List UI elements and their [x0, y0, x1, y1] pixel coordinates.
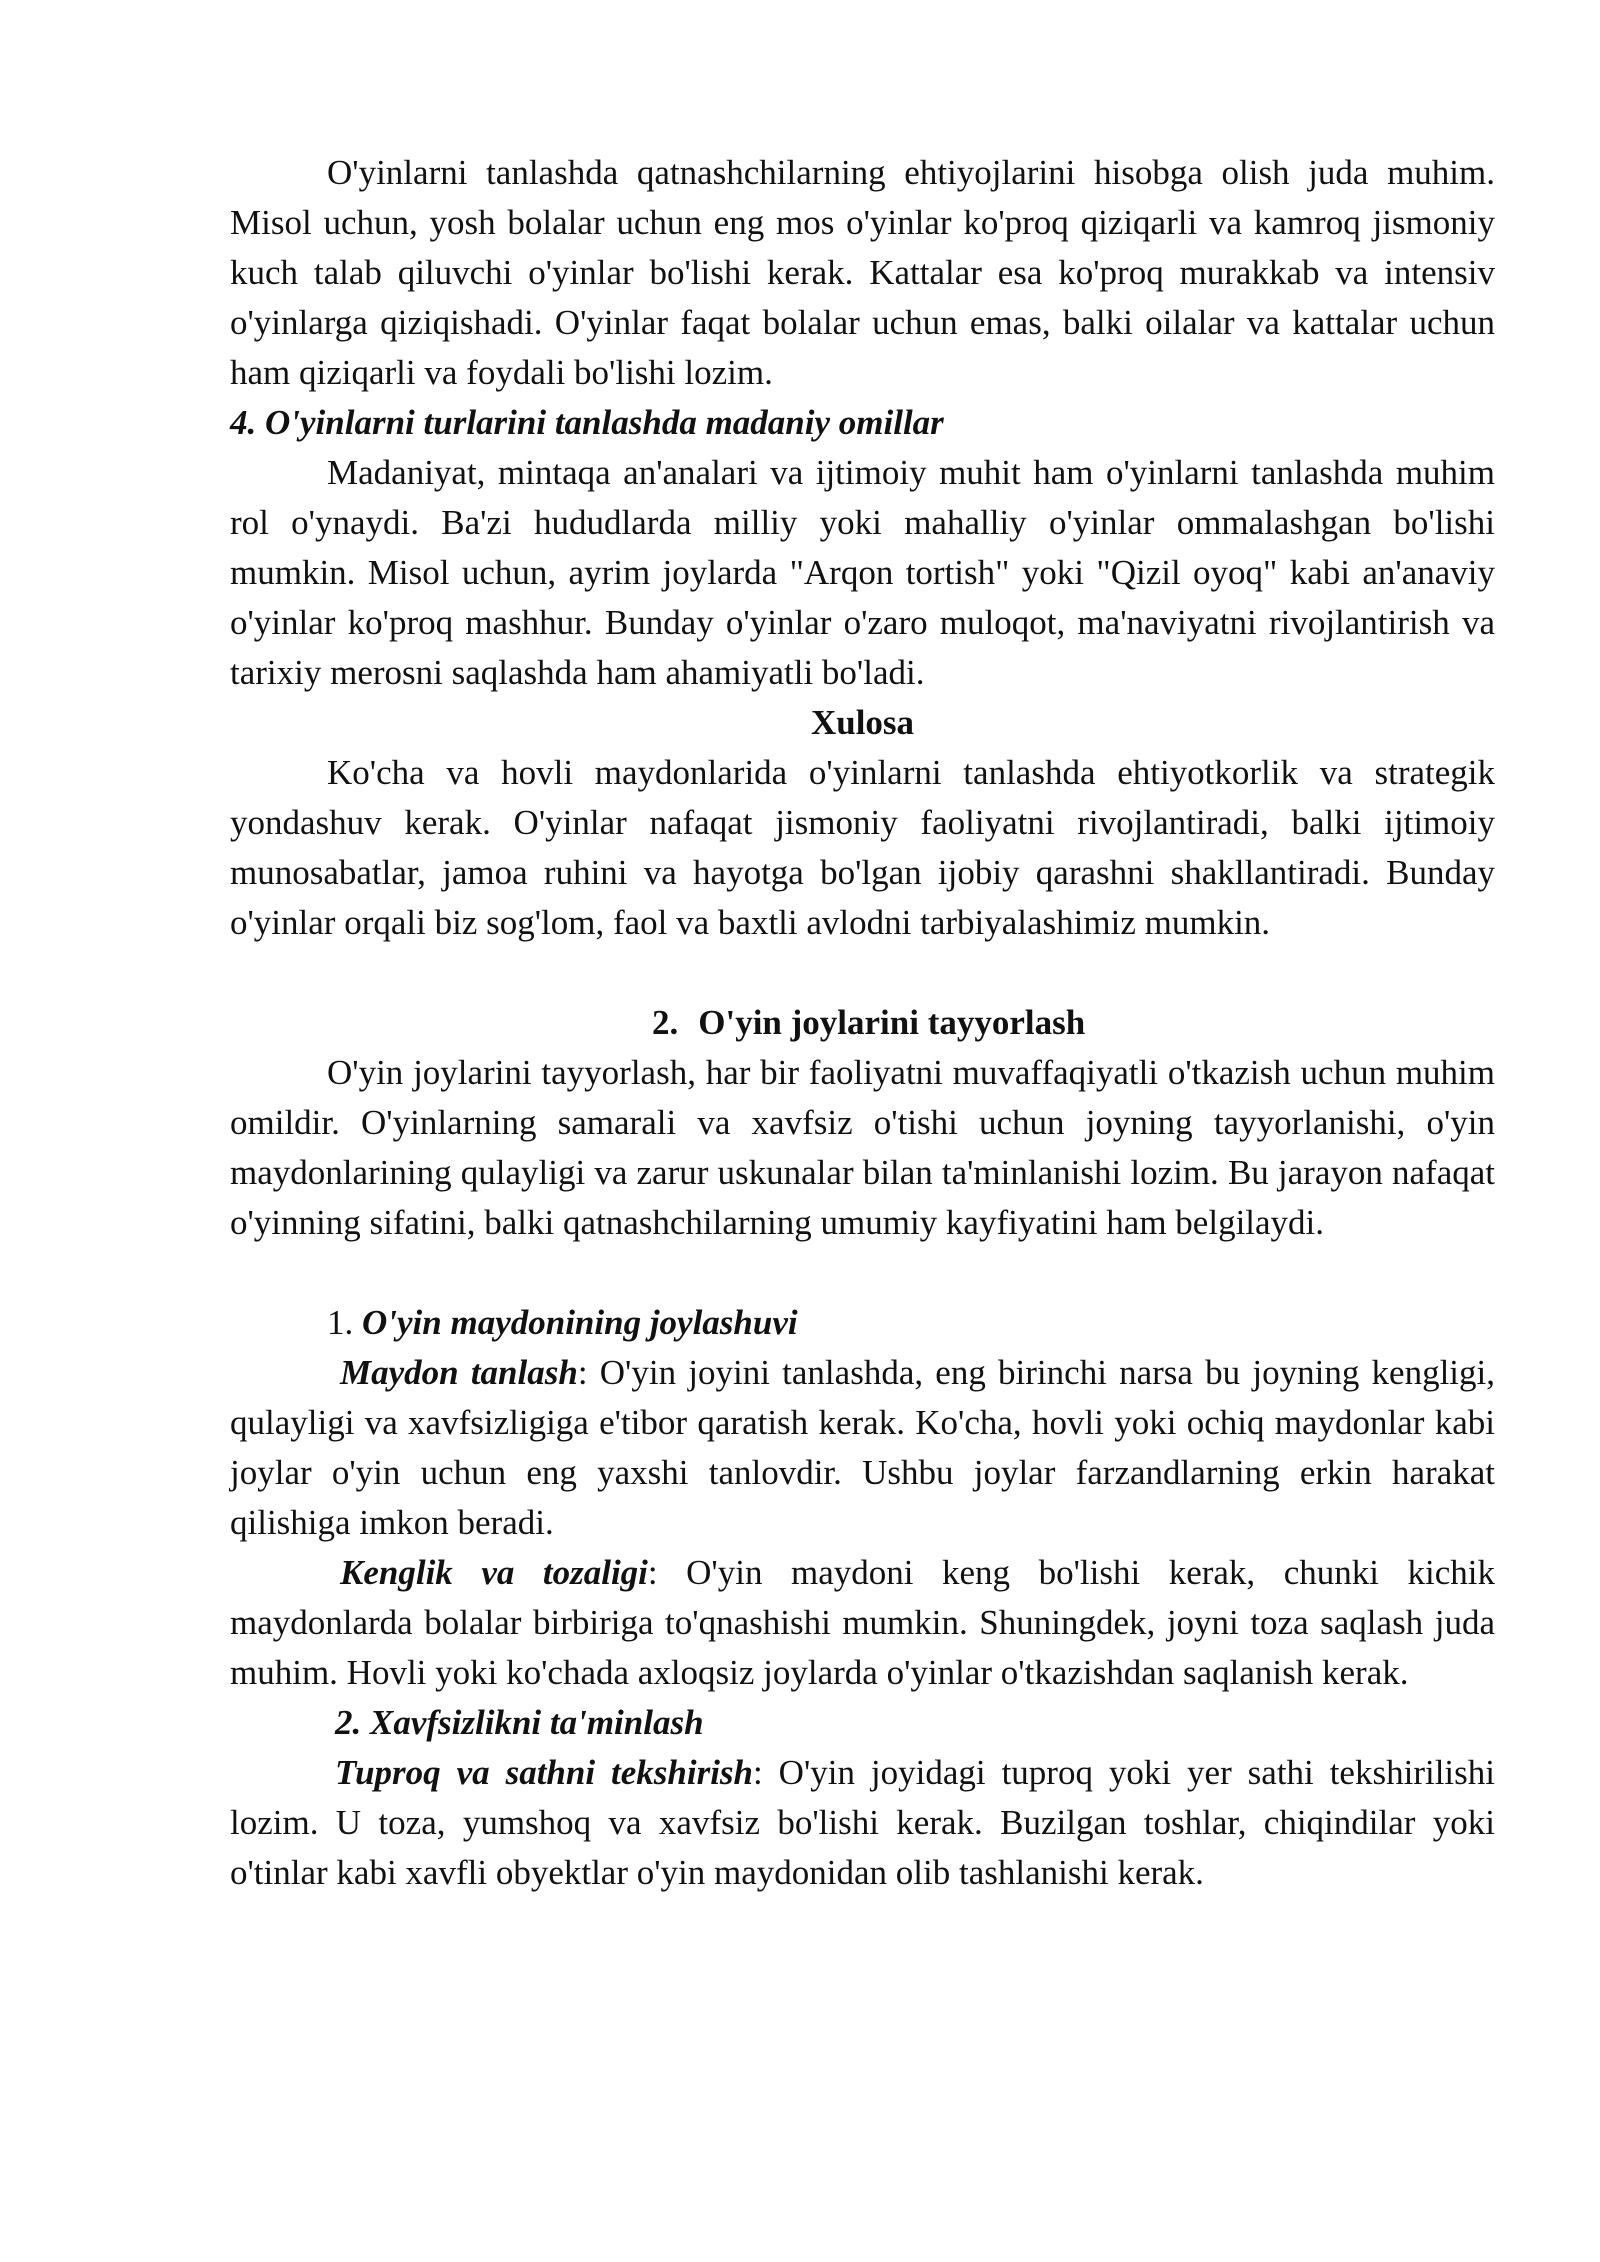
blank-line: [230, 1248, 1495, 1298]
list-item: [230, 1748, 1495, 1898]
item-term: Maydon tanlash: [340, 1353, 578, 1392]
section-2-paragraph: O'yin joylarini tayyorlash, har bir faoliyatni muvaffaqiyatli o'tkazish uchun muhim omildir. O'yinlarning samarali va xavfsiz o'tishi uchun joyning tayyorlanishi, o'yin maydonlarining qulayligi va zarur uskunalar bilan ta'minlanishi lozim. Bu jarayon nafaqat o'yinning sifatini, balki qatnashchilarning umumiy kayfiyatini ham belgilaydi.: [230, 1053, 1495, 1242]
subsection-1-title: O'yin maydonining joylashuvi: [362, 1303, 798, 1342]
subsection-2-heading: 2. Xavfsizlikni ta'minlash: [335, 1703, 704, 1742]
item-text: : O'yin joyidagi tuproq yoki yer sathi tekshirilishi lozim. U toza, yumshoq va xavfsiz bo'lishi kerak. Buzilgan toshlar, chiqindilar yoki o'tinlar kabi xavfli obyektlar o'yin maydonidan olib tashlanishi kerak.: [230, 1753, 1495, 1892]
item-text: : O'yin maydoni keng bo'lishi kerak, chunki kichik maydonlarda bolalar birbiriga to'qnashishi mumkin. Shuningdek, joyni toza saqlash juda muhim. Hovli yoki ko'chada axloqsiz joylarda o'yinlar o'tkazishdan saqlanish kerak.: [230, 1553, 1495, 1692]
section-2-title-text: O'yin joylarini tayyorlash: [698, 1003, 1086, 1042]
conclusion-heading: Xulosa: [810, 703, 915, 742]
conclusion-paragraph: Ko'cha va hovli maydonlarida o'yinlarni tanlashda ehtiyotkorlik va strategik yondashuv kerak. O'yinlar nafaqat jismoniy faoliyatni rivojlantiradi, balki ijtimoiy munosabatlar, jamoa ruhini va hayotga bo'lgan ijobiy qarashni shakllantiradi. Bunday o'yinlar orqali biz sog'lom, faol va baxtli avlodni tarbiyalashimiz mumkin.: [230, 753, 1495, 942]
item-term: Tuproq va sathni tekshirish: [335, 1753, 754, 1792]
subsection-1-heading: [230, 1298, 1495, 1348]
section-2-title: [230, 998, 1495, 1048]
blank-line: [230, 948, 1495, 998]
item-text: : O'yin joyini tanlashda, eng birinchi narsa bu joyning kengligi, qulayligi va xavfsizligiga e'tibor qaratish kerak. Ko'cha, hovli yoki ochiq maydonlar kabi joylar o'yin uchun eng yaxshi tanlovdir. Ushbu joylar farzandlarning erkin harakat qilishiga imkon beradi.: [230, 1353, 1496, 1542]
item-term: Kenglik va tozaligi: [340, 1553, 648, 1592]
document-page: [230, 148, 1495, 1898]
section-2-number: 2.: [652, 1003, 679, 1042]
subsection-1-number: 1.: [327, 1303, 354, 1342]
section-4-heading: 4. O'yinlarni turlarini tanlashda madaniy omillar: [230, 403, 944, 442]
list-item: [230, 1348, 1495, 1548]
section-4-paragraph: Madaniyat, mintaqa an'analari va ijtimoiy muhit ham o'yinlarni tanlashda muhim rol o'ynaydi. Ba'zi hududlarda milliy yoki mahalliy o'yinlar ommalashgan bo'lishi mumkin. Misol uchun, ayrim joylarda "Arqon tortish" yoki "Qizil oyoq" kabi an'anaviy o'yinlar ko'proq mashhur. Bunday o'yinlar o'zaro muloqot, ma'naviyatni rivojlantirish va tarixiy merosni saqlashda ham ahamiyatli bo'ladi.: [230, 453, 1495, 692]
list-item: [230, 1548, 1495, 1698]
intro-paragraph: O'yinlarni tanlashda qatnashchilarning ehtiyojlarini hisobga olish juda muhim. Misol uchun, yosh bolalar uchun eng mos o'yinlar ko'proq qiziqarli va kamroq jismoniy kuch talab qiluvchi o'yinlar bo'lishi kerak. Kattalar esa ko'proq murakkab va intensiv o'yinlarga qiziqishadi. O'yinlar faqat bolalar uchun emas, balki oilalar va kattalar uchun ham qiziqarli va foydali bo'lishi lozim.: [230, 153, 1495, 392]
